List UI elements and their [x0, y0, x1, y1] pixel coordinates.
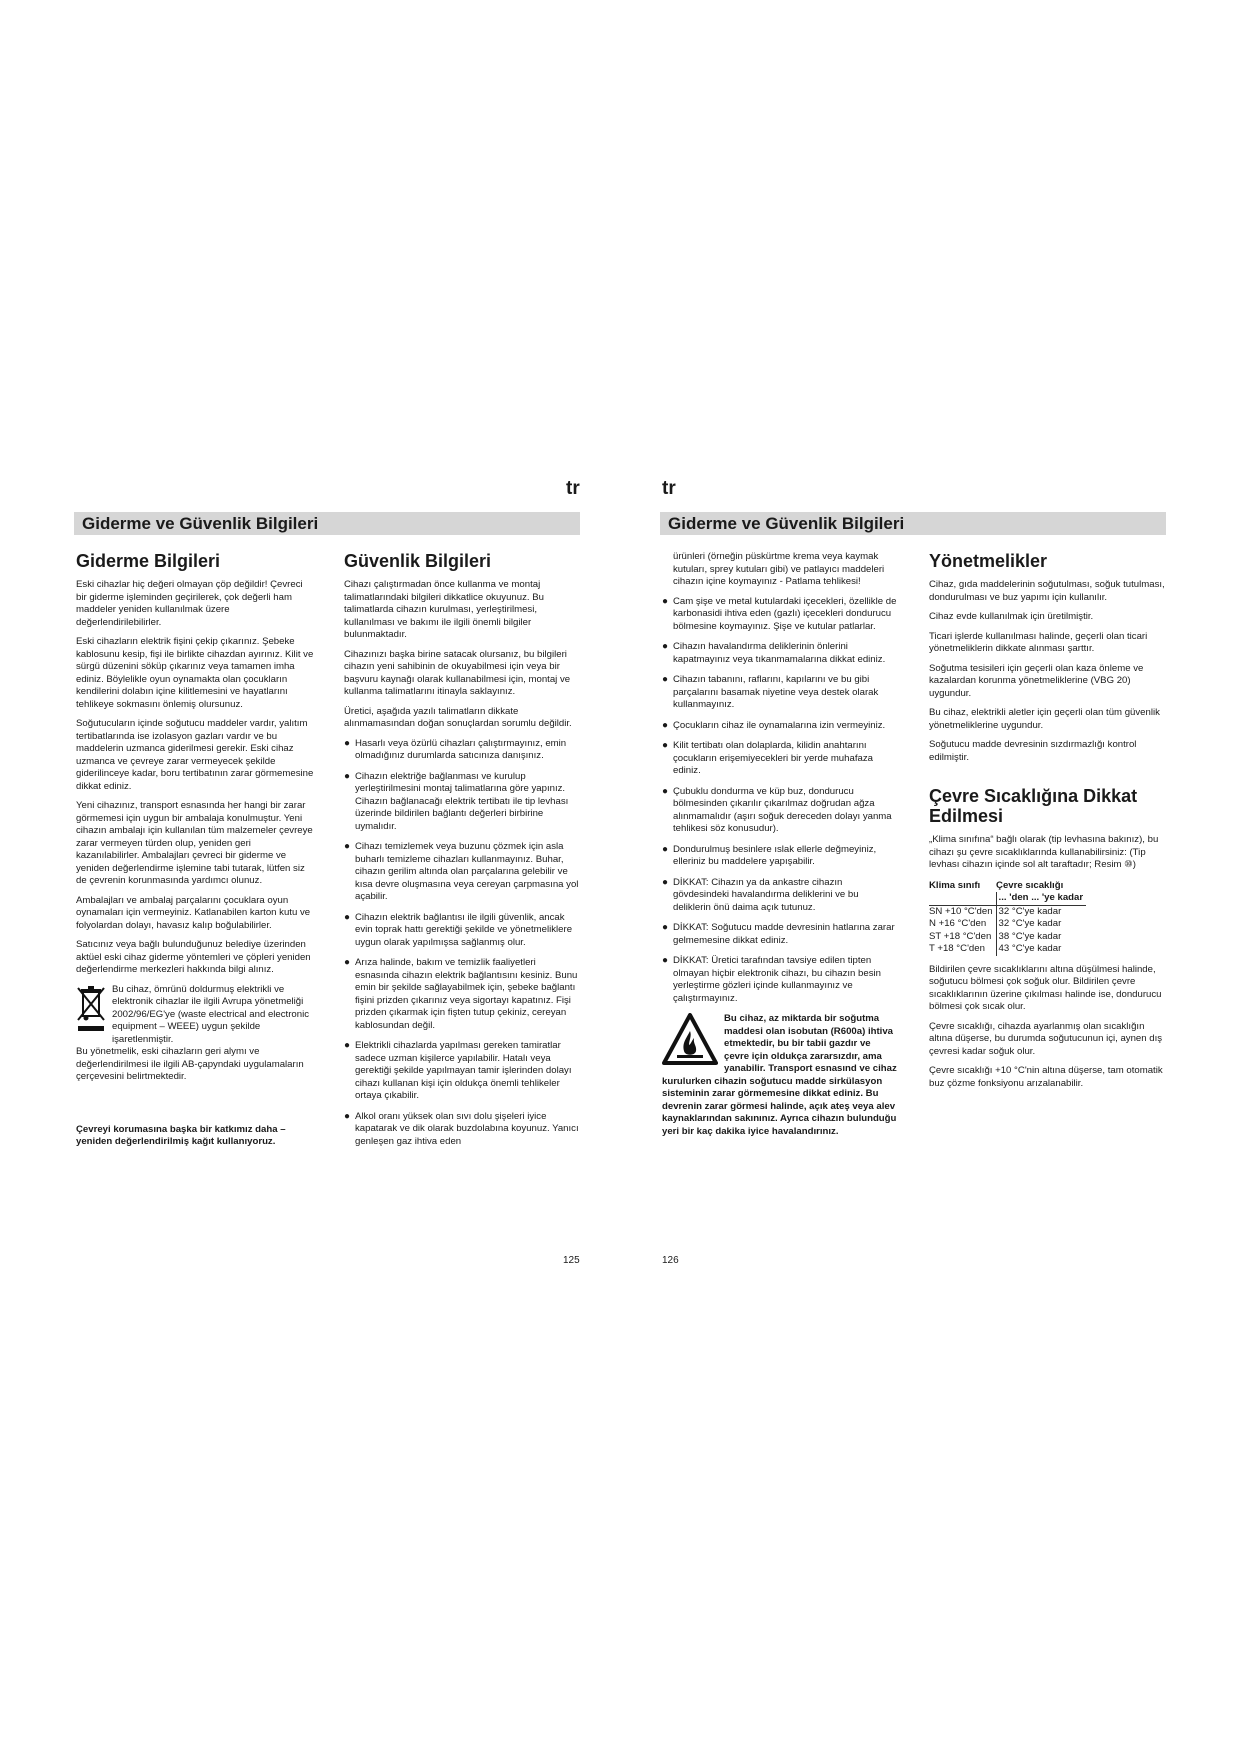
- ambient-intro: [929, 834, 1165, 872]
- table-cell-class: SN +10 °C'den: [929, 905, 993, 917]
- table-header-row: [929, 880, 1086, 893]
- weee-text-2: Bu yönetmelik, eski cihazların geri alymı ve değerlendirilmesi ile ilgili AB-çapyndaki uygulamaların çerçevesini belirtmektedir.: [76, 1046, 304, 1082]
- regulations-heading: Yönetmelikler: [929, 551, 1048, 571]
- disposal-paragraph: Satıcınız veya bağlı bulunduğunuz belediye üzerinden aktüel eski cihaz giderme yöntemleri ve çöpleri yeniden değerlendirme merkezleri hakkında bilgi alınız.: [76, 939, 311, 975]
- list-item: ● Hasarlı veya özürlü cihazları çalıştırmayınız, emin olmadığınız durumlarda satıcınıza danışınız.: [344, 738, 580, 763]
- table-row: [929, 905, 1086, 918]
- disposal-paragraph: Eski cihazların elektrik fişini çekip çıkarınız. Şebeke kablosunu kesip, fişi ile birlikte cihazdan ayırınız. Kilit ve sürgü düzenini söküp çıkarınız veya tamamen imha ediniz. Böylelikle oyun oynamakta olan çocukların kendilerini dolabın içine kilitlemesini ve hayatlarını tehlikeye sokmasını önlemiş olursunuz.: [76, 636, 314, 710]
- list-item: ● DİKKAT: Üretici tarafından tavsiye edilen tipten olmayan hiçbir elektronik cihazı, bu cihazın besin yerleştirme gözleri içinde kullanmayınız ve çalıştırmayınız.: [662, 955, 898, 1005]
- continued-text: ürünleri (örneğin püskürtme krema veya kaymak kutuları, sprey kutuları gibi) ve patlayıcı maddeleri cihazın içine koymayınız - Patlama tehlikesi!: [673, 551, 885, 587]
- list-item: ● Çubuklu dondurma ve küp buz, dondurucu bölmesinden çıkarılır çıkarılmaz doğrudan ağza alınmamalıdır (aşırı soğuk dereceden dolayı yanma tehlikesi söz konusudur).: [662, 786, 898, 836]
- regulations-paragraph: Cihaz evde kullanılmak için üretilmiştir.: [929, 611, 1094, 622]
- safety-column: [344, 551, 580, 1156]
- list-item: ● Çocukların cihaz ile oynamalarına izin vermeyiniz.: [662, 720, 898, 733]
- safety-bullet-list: [344, 738, 580, 1149]
- list-item: ● Elektrikli cihazlarda yapılması gereken tamiratlar sadece uzman kişilerce yapılabilir. Hatalı veya gerektiği şekilde yapılmayan tamir işlerinden dolayı cihazı kullanan kişi için oldukça önemli tehlikeler ortaya çıkabilir.: [344, 1040, 580, 1103]
- list-item: ● Alkol oranı yüksek olan sıvı dolu şişeleri iyice kapatarak ve dik olarak buzdolabına koyunuz. Yanıcı genleşen gaz ihtiva eden: [344, 1111, 580, 1149]
- table-cell-class: ST +18 °C'den: [929, 930, 992, 942]
- ambient-intro-text: „Klima sınıfına“ bağlı olarak (tip levhasına bakınız), bu cihazı şu çevre sıcaklıklarında kullanabilirsiniz: (Tip levhası cihazın içinde sol alt taraftadır; Resim: [929, 834, 1159, 870]
- ambient-intro-end: ): [1132, 859, 1136, 870]
- section-band-left: Giderme ve Güvenlik Bilgileri: [74, 512, 580, 535]
- disposal-heading: Giderme Bilgileri: [76, 551, 221, 571]
- list-item: ● Cam şişe ve metal kutulardaki içecekleri, özellikle de karbonasidi ihtiva eden (gazlı) içecekleri dondurucu bölmesine koymayınız. Şişe ve kutular patlarlar.: [662, 596, 898, 634]
- weee-text: Bu cihaz, ömrünü doldurmuş elektrikli ve elektronik cihazlar ile ilgili Avrupa yönetmeliği 2002/96/EG'ye (waste electrical and electronic equipment – WEEE) uygun şekilde işaretlenmiştir.: [112, 983, 310, 1045]
- language-code-left: tr: [566, 478, 580, 499]
- disposal-paragraph: Soğutucuların içinde soğutucu maddeler vardır, yalıtım tertibatlarında ise izolasyon gazları vardır ve bu maddelerin uzmanca giderilmesi gerekir. Eski cihaz uzmanca ve çevreye zarar vermeyecek şekilde giderilinceye kadar, boru tertibatının zarar görmemesine dikkat ediniz.: [76, 718, 314, 792]
- list-item: ● Dondurulmuş besinlere ıslak ellerle değmeyiniz, elleriniz bu maddelere yapışabilir.: [662, 844, 898, 869]
- list-item: ● Cihazın elektrik bağlantısı ile ilgili güvenlik, ancak evin toprak hattı gerektiği şekilde ve yönetmeliklere uygun olarak yapılmışsa sağlanmış olur.: [344, 912, 580, 950]
- list-item: ● Cihazın elektriğe bağlanması ve kurulup yerleştirilmesini montaj talimatlarına göre yapınız. Cihazın bağlanacağı elektrik tertibatı ile tip levhası üzerinde bildirilen bağlantı değerleri birbirine uymalıdır.: [344, 771, 580, 834]
- table-cell-to: 32 °C'ye kadar: [996, 918, 1086, 931]
- page-number-right: 126: [662, 1255, 679, 1266]
- safety-heading: Güvenlik Bilgileri: [344, 551, 492, 571]
- table-cell-to: 38 °C'ye kadar: [996, 931, 1086, 944]
- safety-continued-column: [662, 551, 898, 1138]
- regulations-paragraph: Soğutucu madde devresinin sızdırmazlığı kontrol edilmiştir.: [929, 739, 1137, 763]
- regulations-column: [929, 551, 1165, 1097]
- table-cell-class: N +16 °C'den: [929, 918, 987, 929]
- language-code-right: tr: [662, 478, 676, 499]
- climate-class-table: [929, 880, 1086, 956]
- list-item: ● Kilit tertibatı olan dolaplarda, kilidin anahtarını çocukların erişemiyecekleri bir yerde muhafaza ediniz.: [662, 740, 898, 778]
- weee-notice: [76, 984, 314, 1047]
- safety-paragraph: Cihazınızı başka birine satacak olursanız, bu bilgileri cihazın yeni sahibinin de okuyabilmesi için veya bir başvuru kaynağı olarak kullanabilmesi için, montaj ve kullanma talimatlarını itinayla saklayınız.: [344, 648, 571, 697]
- table-header-climate-class: Klima sınıfı: [929, 879, 981, 891]
- table-subheader-range: ... 'den ... 'ye kadar: [996, 892, 1086, 905]
- list-item: ● Cihazın tabanını, raflarını, kapılarını ve bu gibi parçalarını basamak niyetine veya destek olarak kullanmayınız.: [662, 674, 898, 712]
- table-cell-to: 32 °C'ye kadar: [996, 905, 1086, 918]
- list-item: ● Cihazı temizlemek veya buzunu çözmek için asla buharlı temizleme cihazları kullanmayınız. Buhar, cihazın gerilim altında olan parçalarına gelebilir ve kısa devre oluşmasına veya cereyan çarpmasına yol açabilir.: [344, 841, 580, 904]
- flammable-warning-text: Bu cihaz, az miktarda bir soğutma maddesi olan isobutan (R600a) ihtiva etmektedir, bu bir tabii gazdır ve çevre için oldukça zararsızdır, ama yanabilir. Transport esnasınd ve cihaz kurulurken cihazin soğutucu madde sirkülasyon sisteminin zarar görmemesine dikkat ediniz. Bu devrenin zarar görmesi halinde, açık ateş veya alev kaynaklarından sakınınız. Ayrıca cihazın bulunduğu yeri bir kaç dakika iyice havalandırınız.: [662, 1013, 897, 1137]
- safety-paragraph: Üretici, aşağıda yazılı talimatların dikkate alınmamasından doğan sonuçlardan sorumlu değildir.: [344, 705, 572, 729]
- list-item: ● Arıza halinde, bakım ve temizlik faaliyetleri esnasında cihazın elektrik bağlantısını kesiniz. Bunu emin bir şekilde sağlayabilmek için, şebeke bağlantı fişini prizden çıkarınız veya sigortayı kapatınız. Fişi prizden çıkarmak için fişten tutup çekiniz, cereyan kablosundan değil.: [344, 957, 580, 1032]
- table-row: [929, 931, 1086, 944]
- list-item: ● DİKKAT: Soğutucu madde devresinin hatlarına zarar gelmemesine dikkat ediniz.: [662, 922, 898, 947]
- table-cell-class: T +18 °C'den: [929, 943, 985, 954]
- section-band-right: Giderme ve Güvenlik Bilgileri: [660, 512, 1166, 535]
- flammable-warning: [662, 1013, 898, 1138]
- flammable-warning-icon: [662, 1013, 718, 1065]
- list-item: ● Cihazın havalandırma deliklerinin önlerini kapatmayınız veya tıkanmamalarına dikkat ediniz.: [662, 641, 898, 666]
- table-row: [929, 918, 1086, 931]
- ambient-paragraph: Çevre sıcaklığı +10 °C'nin altına düşerse, tam otomatik buz çözme fonksiyonu arızalanabilir.: [929, 1065, 1163, 1089]
- list-item: ● DİKKAT: Cihazın ya da ankastre cihazın gövdesindeki havalandırma deliklerini ve bu deliklerin önü daima açık tutunuz.: [662, 877, 898, 915]
- regulations-paragraph: Bu cihaz, elektrikli aletler için geçerli olan tüm güvenlik yönetmeliklerine uygundur.: [929, 707, 1160, 731]
- page-number-left: 125: [563, 1255, 580, 1266]
- table-header-ambient-temp: Çevre sıcaklığı: [996, 879, 1064, 891]
- disposal-column: [76, 551, 314, 1156]
- disposal-paragraph: Yeni cihazınız, transport esnasında her hangi bir zarar görmemesi için uygun bir ambalaja konulmuştur. Yeni cihazın ambalajı için kullanılan tüm malzemeler çevreye zarar vermeyen türden olup, yeniden geri kazanılabilirler. Ambalajları çevreci bir giderme ve yeniden değerlendirme işlemine tabi tutarak, lütfen siz de çevrenin korunmasında yardımcı olunuz.: [76, 800, 313, 886]
- ambient-paragraph: Çevre sıcaklığı, cihazda ayarlanmış olan sıcaklığın altına düşerse, bu durumda soğutucunun içi, aynen dış çevresi kadar soğuk olur.: [929, 1020, 1163, 1057]
- disposal-paragraph: Eski cihazlar hiç değeri olmayan çöp değildir! Çevreci bir giderme işleminden geçirilerek, çok değerli ham maddeler yeniden kullanılmak üzere değerlendirilebilirler.: [76, 579, 303, 628]
- disposal-paragraph: Ambalajları ve ambalaj parçalarını çocuklara oyun oynamaları için vermeyiniz. Katlanabilen karton kutu ve folyolardan dolayı, havasız kalıp boğulabilirler.: [76, 894, 311, 931]
- recycled-paper-note: Çevreyi korumasına başka bir katkımız daha – yeniden değerlendirilmiş kağıt kullanıyoruz.: [76, 1123, 286, 1147]
- regulations-paragraph: Ticari işlerde kullanılması halinde, geçerli olan ticari yönetmeliklerin dikkate alınması şarttır.: [929, 630, 1148, 654]
- ambient-heading: Çevre Sıcaklığına Dikkat Edilmesi: [929, 786, 1138, 826]
- table-subheader-row: [929, 892, 1086, 905]
- safety-bullet-list-2: [662, 596, 898, 1006]
- crossed-bin-icon: [76, 984, 106, 1032]
- regulations-paragraph: Soğutma tesisileri için geçerli olan kaza önleme ve kazalardan korunma yönetmeliklerine (VBG 20) uygundur.: [929, 662, 1144, 699]
- table-row: [929, 943, 1086, 956]
- regulations-paragraph: Cihaz, gıda maddelerinin soğutulması, soğuk tutulması, dondurulması ve buz yapımı için kullanılır.: [929, 579, 1165, 603]
- table-cell-to: 43 °C'ye kadar: [996, 943, 1086, 956]
- figure-ref-icon: ⑩: [1124, 859, 1133, 870]
- ambient-paragraph: Bildirilen çevre sıcaklıklarını altına düşülmesi halinde, soğutucu bölmesi çok soğuk olur. Bildirilen çevre sıcaklıklarının üzerine çıkılması halinde ise, dondurucu bölmesi çok sıcak olur.: [929, 963, 1162, 1012]
- safety-paragraph: Cihazı çalıştırmadan önce kullanma ve montaj talimatlarındaki bilgileri dikkatlice okuyunuz. Bu talimatlarda cihazın kurulması, yerleştirilmesi, kullanılması ve bakımı ile ilgili önemli bilgiler bulunmaktadır.: [344, 579, 544, 640]
